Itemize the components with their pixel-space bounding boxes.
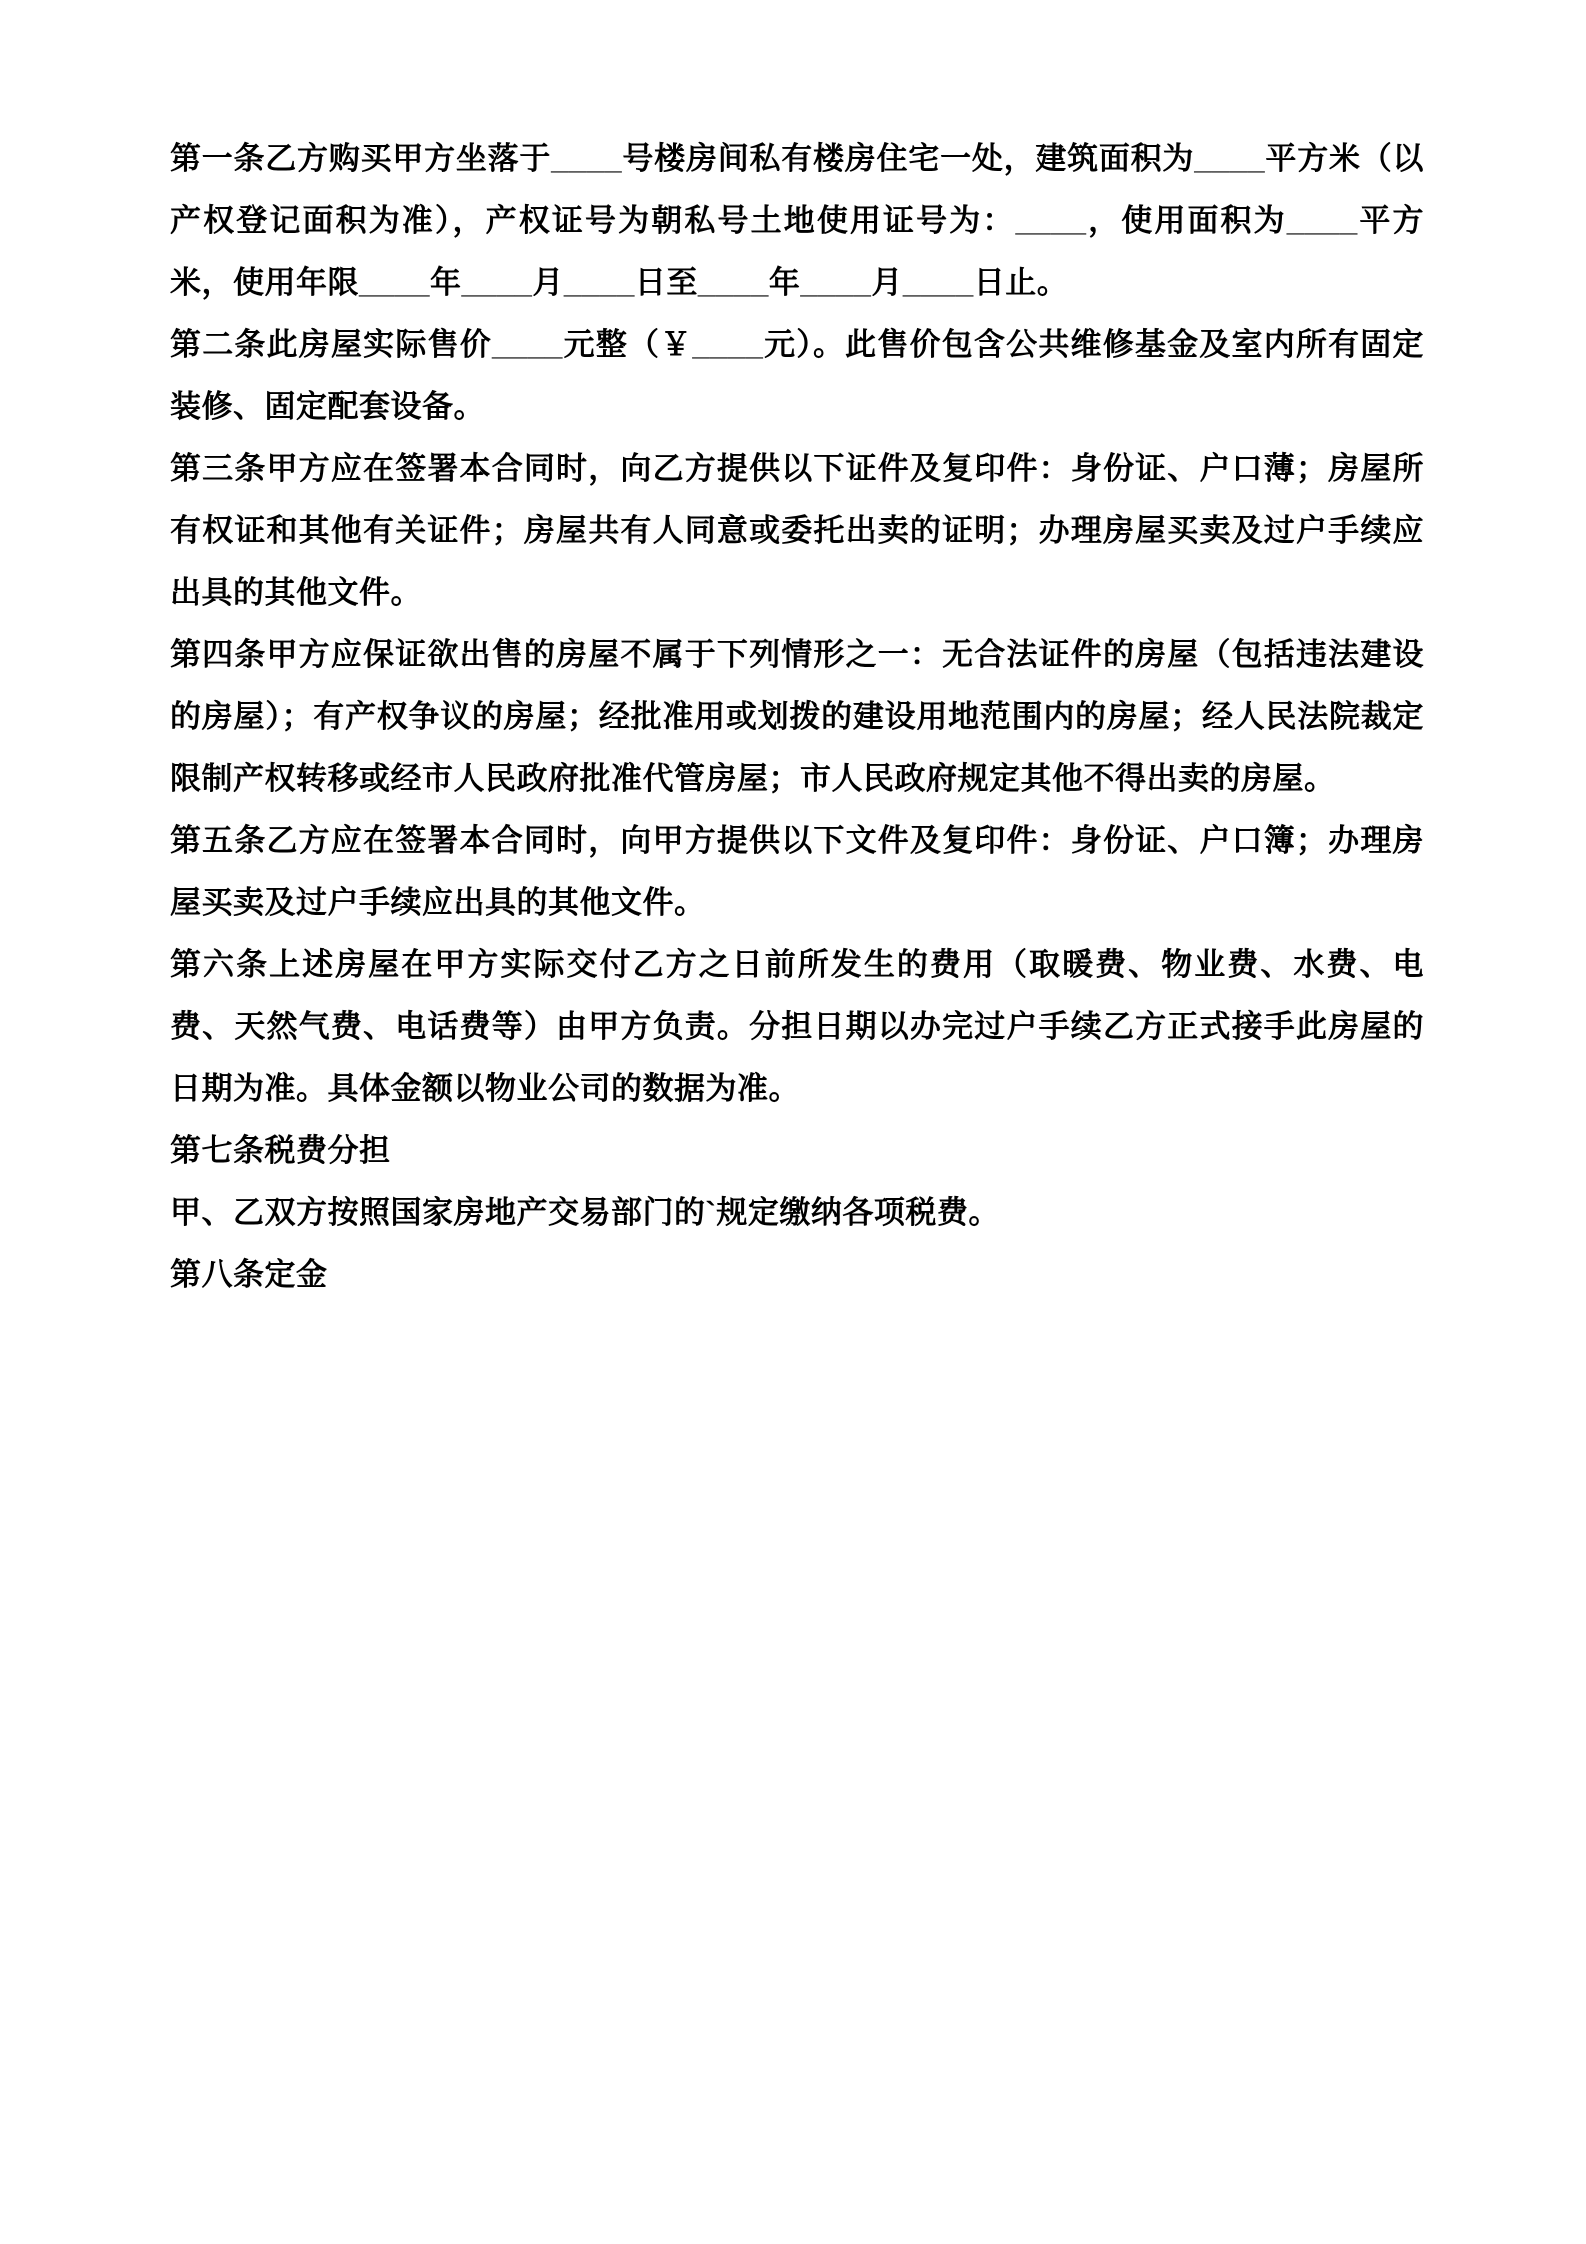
contract-body [170,128,1424,1306]
paragraph: 第八条定金 [170,1257,328,1292]
paragraph: 第二条此房屋实际售价____元整（￥____元）。此售价包含公共维修基金及室内所有固定装修、固定配套设备。 [170,327,1424,424]
paragraph: 第三条甲方应在签署本合同时，向乙方提供以下证件及复印件：身份证、户口薄；房屋所有权证和其他有关证件；房屋共有人同意或委托出卖的证明；办理房屋买卖及过户手续应出具的其他文件。 [170,451,1424,610]
paragraph: 第七条税费分担 [170,1133,391,1168]
paragraph: 第六条上述房屋在甲方实际交付乙方之日前所发生的费用（取暖费、物业费、水费、电费、天然气费、电话费等）由甲方负责。分担日期以办完过户手续乙方正式接手此房屋的日期为准。具体金额以物业公司的数据为准。 [170,947,1424,1106]
paragraph: 第四条甲方应保证欲出售的房屋不属于下列情形之一：无合法证件的房屋（包括违法建设的房屋）；有产权争议的房屋；经批准用或划拨的建设用地范围内的房屋；经人民法院裁定限制产权转移或经市人民政府批准代管房屋；市人民政府规定其他不得出卖的房屋。 [170,637,1424,796]
paragraph: 第五条乙方应在签署本合同时，向甲方提供以下文件及复印件：身份证、户口簿；办理房屋买卖及过户手续应出具的其他文件。 [170,823,1424,920]
paragraph: 甲、乙双方按照国家房地产交易部门的`规定缴纳各项税费。 [170,1195,1000,1230]
paragraph: 第一条乙方购买甲方坐落于____号楼房间私有楼房住宅一处，建筑面积为____平方米（以产权登记面积为准），产权证号为朝私号土地使用证号为：____，使用面积为____平方米，使用年限____年____月____日至____年____月____日止。 [170,141,1424,300]
